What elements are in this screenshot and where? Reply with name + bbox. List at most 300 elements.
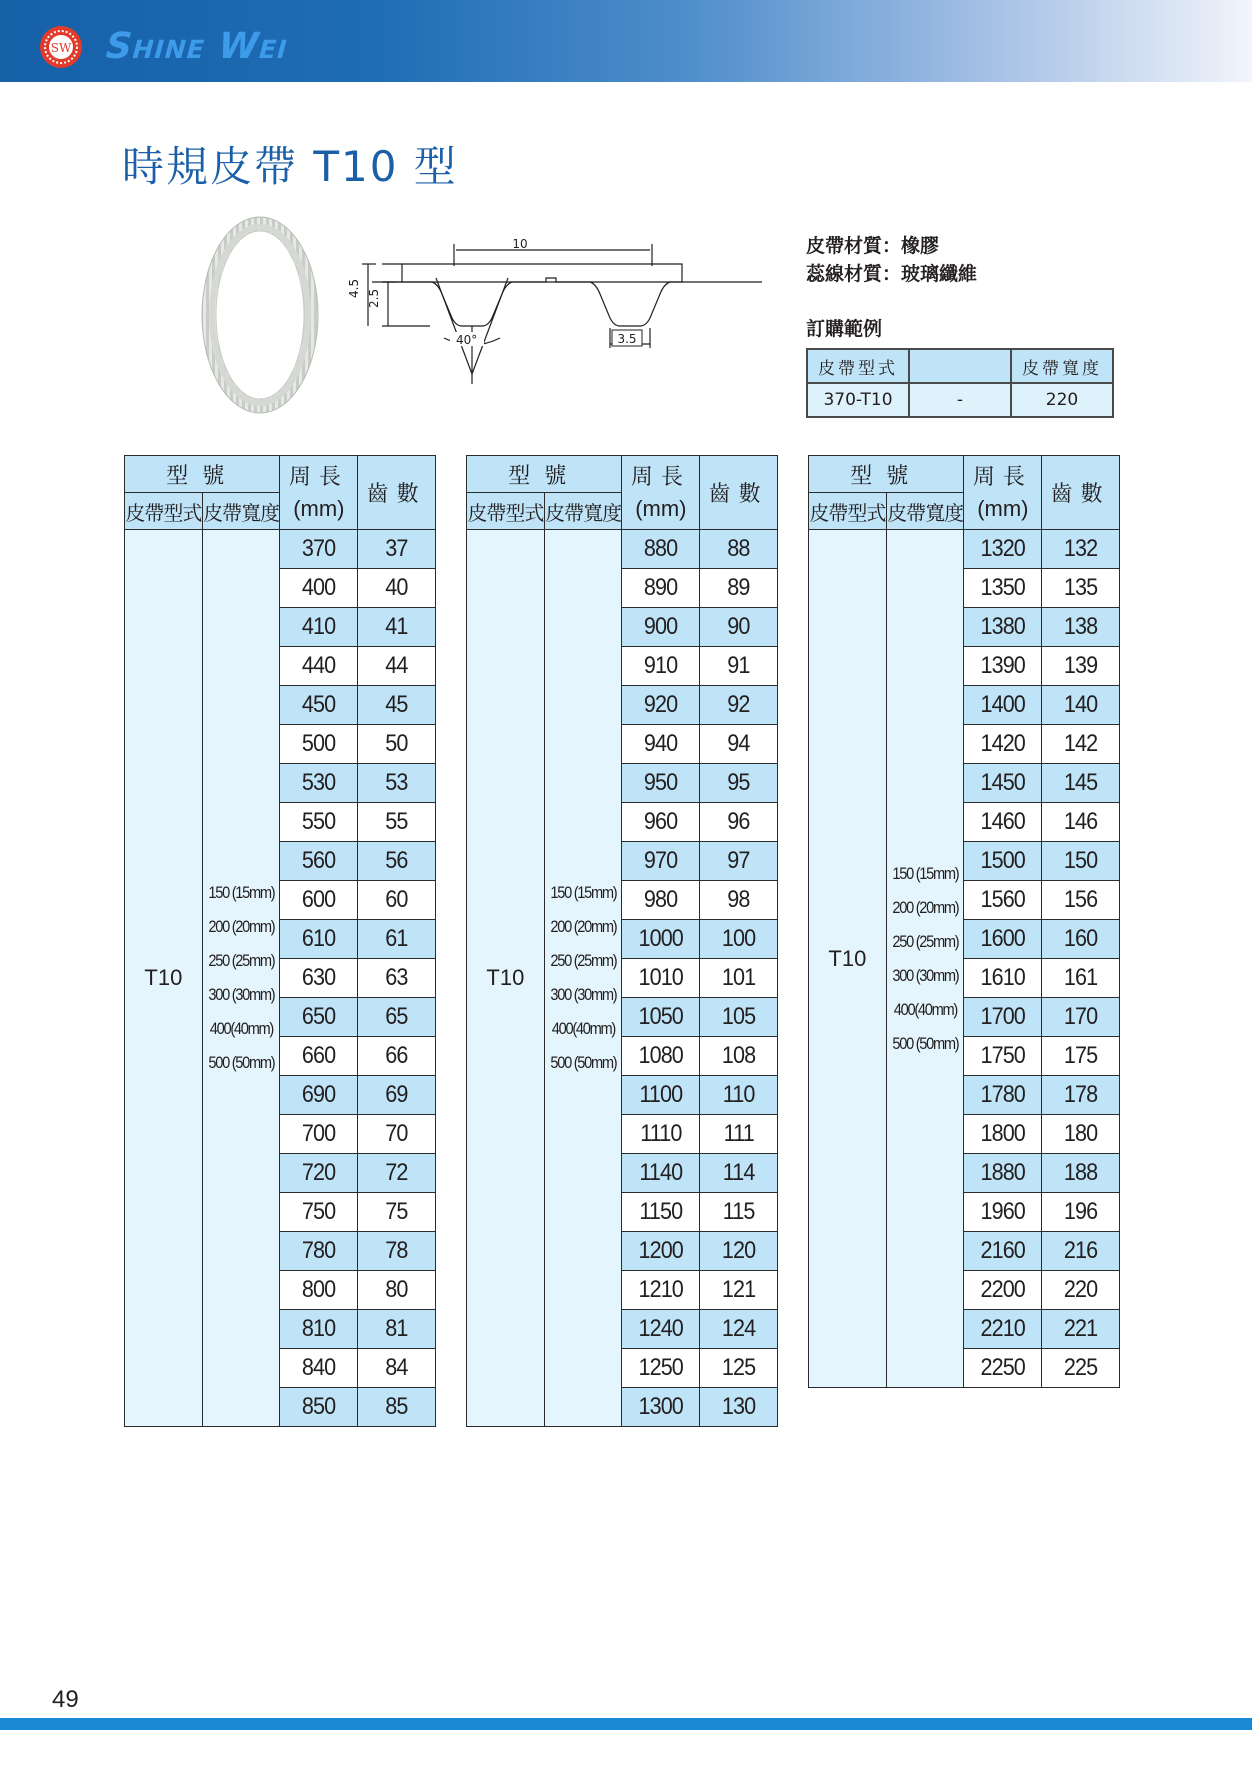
length-cell xyxy=(964,1271,1042,1310)
length-cell-value: 410 xyxy=(302,613,336,640)
teeth-cell xyxy=(358,959,436,998)
teeth-cell xyxy=(358,1037,436,1076)
teeth-cell xyxy=(1042,959,1120,998)
length-cell xyxy=(280,1115,358,1154)
length-cell-value: 630 xyxy=(302,964,336,991)
length-cell-value: 880 xyxy=(644,535,678,562)
teeth-cell-value: 110 xyxy=(722,1081,755,1108)
order-header-blank xyxy=(909,349,1011,383)
teeth-cell-value: 220 xyxy=(1063,1276,1098,1303)
width-option: 500 (50mm) xyxy=(550,1053,617,1072)
belt-type-cell: T10 xyxy=(467,530,545,1427)
teeth-cell-value: 45 xyxy=(385,691,408,718)
teeth-cell-value: 161 xyxy=(1063,964,1098,991)
length-cell-value: 1240 xyxy=(638,1315,684,1342)
order-value-sep: - xyxy=(909,383,1011,417)
length-cell xyxy=(622,998,700,1037)
length-cell-value: 1380 xyxy=(980,613,1026,640)
teeth-cell xyxy=(1042,1232,1120,1271)
length-cell xyxy=(280,1349,358,1388)
belt-width-cell xyxy=(886,530,964,1388)
length-cell-value: 1250 xyxy=(638,1354,684,1381)
teeth-cell-value: 121 xyxy=(721,1276,756,1303)
length-cell xyxy=(280,1271,358,1310)
width-option: 300 (30mm) xyxy=(550,985,617,1004)
teeth-cell xyxy=(358,530,436,569)
order-value-width: 220 xyxy=(1011,383,1113,417)
teeth-cell xyxy=(358,764,436,803)
teeth-cell-value: 160 xyxy=(1063,925,1098,952)
length-cell xyxy=(280,530,358,569)
length-cell-value: 1400 xyxy=(980,691,1026,718)
length-cell xyxy=(280,686,358,725)
length-cell-value: 980 xyxy=(644,886,678,913)
teeth-cell-value: 115 xyxy=(722,1198,755,1225)
teeth-cell-value: 114 xyxy=(722,1159,755,1186)
teeth-header: 齒數 xyxy=(1042,456,1120,530)
material-specs xyxy=(806,232,977,288)
teeth-cell xyxy=(358,686,436,725)
header-banner xyxy=(0,0,1252,82)
table-row xyxy=(809,530,1120,569)
length-cell-value: 1200 xyxy=(638,1237,684,1264)
teeth-cell xyxy=(700,998,778,1037)
teeth-cell-value: 96 xyxy=(727,808,750,835)
width-option: 200 (20mm) xyxy=(208,917,275,936)
teeth-cell-value: 150 xyxy=(1063,847,1098,874)
page-number: 49 xyxy=(52,1686,79,1713)
length-cell xyxy=(964,647,1042,686)
length-cell-value: 660 xyxy=(302,1042,336,1069)
width-option: 150 (15mm) xyxy=(550,883,617,902)
length-cell xyxy=(964,842,1042,881)
teeth-cell-value: 75 xyxy=(385,1198,408,1225)
teeth-cell-value: 221 xyxy=(1063,1315,1098,1342)
teeth-cell-value: 216 xyxy=(1063,1237,1098,1264)
teeth-cell xyxy=(1042,725,1120,764)
teeth-cell xyxy=(1042,1193,1120,1232)
length-cell-value: 2250 xyxy=(980,1354,1026,1381)
teeth-cell-value: 139 xyxy=(1063,652,1098,679)
length-cell xyxy=(964,959,1042,998)
seal-text: SW xyxy=(50,41,72,55)
width-option: 150 (15mm) xyxy=(892,863,959,883)
teeth-cell xyxy=(358,1310,436,1349)
teeth-cell-value: 108 xyxy=(721,1042,756,1069)
teeth-cell xyxy=(700,725,778,764)
length-cell xyxy=(280,1193,358,1232)
teeth-cell-value: 132 xyxy=(1063,535,1098,562)
length-cell-value: 800 xyxy=(302,1276,336,1303)
teeth-cell-value: 135 xyxy=(1063,574,1098,601)
length-cell-value: 690 xyxy=(302,1081,336,1108)
length-cell-value: 1100 xyxy=(639,1081,683,1108)
model-header: 型號 xyxy=(809,456,964,493)
length-cell xyxy=(280,725,358,764)
length-header-label: 周長 xyxy=(630,463,691,489)
length-cell xyxy=(964,998,1042,1037)
teeth-cell xyxy=(1042,1310,1120,1349)
belt-type-header: 皮帶型式 xyxy=(125,493,203,530)
length-cell-value: 610 xyxy=(302,925,336,952)
teeth-cell xyxy=(700,1115,778,1154)
width-option: 250 (25mm) xyxy=(892,931,959,951)
teeth-cell xyxy=(358,803,436,842)
width-option: 250 (25mm) xyxy=(550,951,617,970)
length-cell xyxy=(964,920,1042,959)
length-cell xyxy=(280,647,358,686)
length-cell xyxy=(964,1154,1042,1193)
teeth-cell-value: 61 xyxy=(385,925,408,952)
length-cell-value: 890 xyxy=(644,574,678,601)
belt-type-cell: T10 xyxy=(809,530,887,1388)
length-cell xyxy=(964,764,1042,803)
belt-width-header: 皮帶寬度 xyxy=(544,493,622,530)
teeth-cell xyxy=(1042,764,1120,803)
teeth-cell xyxy=(1042,686,1120,725)
teeth-cell-value: 138 xyxy=(1063,613,1098,640)
length-cell-value: 2200 xyxy=(980,1276,1026,1303)
length-cell xyxy=(964,1076,1042,1115)
teeth-cell xyxy=(700,881,778,920)
length-cell-value: 2210 xyxy=(980,1315,1026,1342)
teeth-cell-value: 175 xyxy=(1063,1042,1098,1069)
teeth-cell xyxy=(1042,1037,1120,1076)
width-list xyxy=(208,876,274,1080)
teeth-cell xyxy=(358,1349,436,1388)
length-cell xyxy=(964,725,1042,764)
length-cell xyxy=(622,725,700,764)
length-cell-value: 1560 xyxy=(980,886,1026,913)
teeth-cell-value: 142 xyxy=(1063,730,1098,757)
length-cell xyxy=(622,1154,700,1193)
teeth-cell xyxy=(1042,1271,1120,1310)
teeth-cell xyxy=(1042,608,1120,647)
length-cell-value: 1610 xyxy=(980,964,1026,991)
length-cell xyxy=(622,1232,700,1271)
width-option: 400(40mm) xyxy=(893,999,957,1019)
length-cell-value: 1600 xyxy=(980,925,1026,952)
teeth-cell xyxy=(358,608,436,647)
teeth-cell-value: 65 xyxy=(385,1003,408,1030)
length-cell-value: 1420 xyxy=(980,730,1026,757)
length-cell xyxy=(964,1037,1042,1076)
length-cell xyxy=(280,1232,358,1271)
length-cell-value: 920 xyxy=(644,691,678,718)
teeth-cell-value: 120 xyxy=(721,1237,756,1264)
length-cell-value: 650 xyxy=(302,1003,336,1030)
teeth-cell-value: 90 xyxy=(727,613,750,640)
length-cell-value: 1500 xyxy=(980,847,1026,874)
teeth-cell-value: 97 xyxy=(727,847,750,874)
teeth-cell xyxy=(1042,920,1120,959)
teeth-cell xyxy=(1042,647,1120,686)
teeth-cell xyxy=(700,1271,778,1310)
length-cell-value: 560 xyxy=(302,847,336,874)
length-cell-value: 750 xyxy=(302,1198,336,1225)
teeth-cell-value: 37 xyxy=(385,535,408,562)
length-cell-value: 1010 xyxy=(638,964,684,991)
belt-width-header: 皮帶寬度 xyxy=(202,493,280,530)
teeth-cell-value: 63 xyxy=(385,964,408,991)
length-header-label: 周長 xyxy=(972,463,1033,489)
order-example-table xyxy=(806,348,1114,418)
length-cell xyxy=(622,959,700,998)
teeth-cell xyxy=(700,1388,778,1427)
length-cell xyxy=(280,803,358,842)
width-option: 400(40mm) xyxy=(209,1019,273,1038)
teeth-cell xyxy=(700,1037,778,1076)
teeth-cell-value: 44 xyxy=(385,652,408,679)
length-cell-value: 1050 xyxy=(638,1003,684,1030)
belt-type-header: 皮帶型式 xyxy=(467,493,545,530)
order-example-title: 訂購範例 xyxy=(806,318,883,340)
length-cell-value: 720 xyxy=(302,1159,336,1186)
length-cell-value: 1140 xyxy=(639,1159,683,1186)
length-cell xyxy=(280,608,358,647)
teeth-cell-value: 60 xyxy=(385,886,408,913)
width-option: 150 (15mm) xyxy=(208,883,275,902)
length-cell-value: 1300 xyxy=(638,1393,684,1420)
length-cell xyxy=(280,1154,358,1193)
teeth-cell xyxy=(1042,569,1120,608)
teeth-cell xyxy=(700,1154,778,1193)
teeth-header: 齒數 xyxy=(358,456,436,530)
length-header xyxy=(280,456,358,530)
length-cell xyxy=(964,881,1042,920)
teeth-cell xyxy=(700,842,778,881)
teeth-cell-value: 53 xyxy=(385,769,408,796)
teeth-cell-value: 98 xyxy=(727,886,750,913)
teeth-cell-value: 180 xyxy=(1063,1120,1098,1147)
belt-type-header: 皮帶型式 xyxy=(809,493,887,530)
length-cell xyxy=(280,842,358,881)
cord-material: 蕊線材質：玻璃纖維 xyxy=(806,263,978,285)
teeth-cell-value: 100 xyxy=(721,925,756,952)
length-cell xyxy=(964,1349,1042,1388)
length-header-unit: (mm) xyxy=(635,495,687,521)
angle-label: 40° xyxy=(456,333,478,347)
teeth-cell xyxy=(700,1193,778,1232)
belt-width-cell xyxy=(544,530,622,1427)
teeth-cell-value: 72 xyxy=(385,1159,408,1186)
length-cell-value: 1700 xyxy=(980,1003,1026,1030)
teeth-cell-value: 89 xyxy=(727,574,750,601)
length-cell xyxy=(280,1388,358,1427)
teeth-cell xyxy=(358,1388,436,1427)
teeth-cell-value: 70 xyxy=(385,1120,408,1147)
teeth-cell xyxy=(700,530,778,569)
teeth-cell xyxy=(1042,1115,1120,1154)
teeth-cell-value: 125 xyxy=(721,1354,756,1381)
teeth-cell-value: 50 xyxy=(385,730,408,757)
length-header xyxy=(622,456,700,530)
length-cell-value: 1880 xyxy=(980,1159,1026,1186)
teeth-cell-value: 85 xyxy=(385,1393,408,1420)
teeth-cell-value: 101 xyxy=(721,964,756,991)
length-cell xyxy=(280,764,358,803)
teeth-cell-value: 111 xyxy=(723,1120,754,1147)
length-cell-value: 1150 xyxy=(639,1198,683,1225)
length-cell-value: 1110 xyxy=(640,1120,682,1147)
length-cell xyxy=(964,530,1042,569)
teeth-cell xyxy=(1042,842,1120,881)
size-table xyxy=(124,455,436,1427)
length-cell xyxy=(622,1310,700,1349)
width-list xyxy=(550,876,616,1080)
length-cell xyxy=(280,881,358,920)
belt-width-cell xyxy=(202,530,280,1427)
teeth-cell xyxy=(700,920,778,959)
length-cell xyxy=(622,1115,700,1154)
length-cell xyxy=(622,1076,700,1115)
teeth-cell xyxy=(358,1115,436,1154)
length-cell xyxy=(964,1193,1042,1232)
length-header-unit: (mm) xyxy=(977,495,1029,521)
length-cell xyxy=(964,569,1042,608)
length-cell xyxy=(280,959,358,998)
teeth-cell-value: 156 xyxy=(1063,886,1098,913)
width-option: 250 (25mm) xyxy=(208,951,275,970)
length-cell-value: 1080 xyxy=(638,1042,684,1069)
length-cell-value: 1000 xyxy=(638,925,684,952)
teeth-cell-value: 95 xyxy=(727,769,750,796)
teeth-cell-value: 94 xyxy=(727,730,750,757)
length-header xyxy=(964,456,1042,530)
teeth-cell xyxy=(358,1193,436,1232)
width-option: 500 (50mm) xyxy=(208,1053,275,1072)
width-list xyxy=(892,857,958,1061)
width-option: 300 (30mm) xyxy=(892,965,959,985)
length-cell xyxy=(622,530,700,569)
teeth-cell-value: 81 xyxy=(385,1315,408,1342)
model-header: 型號 xyxy=(467,456,622,493)
teeth-cell xyxy=(358,842,436,881)
length-cell-value: 550 xyxy=(302,808,336,835)
length-cell-value: 940 xyxy=(644,730,678,757)
length-cell xyxy=(280,1310,358,1349)
length-cell xyxy=(964,686,1042,725)
table-row xyxy=(125,530,436,569)
teeth-cell-value: 146 xyxy=(1063,808,1098,835)
size-table xyxy=(808,455,1120,1388)
length-cell xyxy=(622,1349,700,1388)
length-cell-value: 600 xyxy=(302,886,336,913)
teeth-cell-value: 140 xyxy=(1063,691,1098,718)
teeth-cell-value: 55 xyxy=(385,808,408,835)
teeth-cell xyxy=(700,569,778,608)
teeth-cell-value: 56 xyxy=(385,847,408,874)
length-cell-value: 440 xyxy=(302,652,336,679)
length-header-unit: (mm) xyxy=(293,495,345,521)
teeth-cell xyxy=(358,1076,436,1115)
teeth-cell-value: 124 xyxy=(721,1315,756,1342)
teeth-cell xyxy=(700,1232,778,1271)
pitch-label: 10 xyxy=(512,237,528,251)
order-header-type: 皮帶型式 xyxy=(807,349,909,383)
width-option: 200 (20mm) xyxy=(550,917,617,936)
length-cell xyxy=(280,920,358,959)
teeth-cell xyxy=(700,1076,778,1115)
length-cell-value: 2160 xyxy=(980,1237,1026,1264)
total-height-label: 4.5 xyxy=(347,278,361,298)
teeth-cell xyxy=(1042,1154,1120,1193)
teeth-cell-value: 41 xyxy=(385,613,408,640)
teeth-cell xyxy=(1042,881,1120,920)
length-cell-value: 450 xyxy=(302,691,336,718)
teeth-cell-value: 78 xyxy=(385,1237,408,1264)
length-cell-value: 810 xyxy=(302,1315,336,1342)
teeth-cell xyxy=(700,764,778,803)
teeth-cell-value: 69 xyxy=(385,1081,408,1108)
teeth-cell xyxy=(358,1154,436,1193)
length-cell-value: 370 xyxy=(302,535,336,562)
teeth-cell xyxy=(358,569,436,608)
model-header: 型號 xyxy=(125,456,280,493)
length-cell-value: 530 xyxy=(302,769,336,796)
tooth-profile-diagram xyxy=(347,236,772,422)
teeth-cell-value: 91 xyxy=(727,652,750,679)
teeth-cell-value: 92 xyxy=(727,691,750,718)
teeth-cell xyxy=(700,1310,778,1349)
length-cell-value: 780 xyxy=(302,1237,336,1264)
teeth-cell xyxy=(358,1232,436,1271)
length-cell xyxy=(622,1193,700,1232)
order-value-type: 370-T10 xyxy=(807,383,909,417)
length-cell xyxy=(622,1037,700,1076)
width-option: 300 (30mm) xyxy=(208,985,275,1004)
length-cell-value: 840 xyxy=(302,1354,336,1381)
length-cell-value: 900 xyxy=(644,613,678,640)
teeth-header: 齒數 xyxy=(700,456,778,530)
length-cell-value: 400 xyxy=(302,574,336,601)
page-title: 時規皮帶 T10 型 xyxy=(122,142,458,191)
length-cell-value: 1750 xyxy=(980,1042,1026,1069)
teeth-cell-value: 170 xyxy=(1063,1003,1098,1030)
length-cell xyxy=(280,569,358,608)
teeth-cell-value: 105 xyxy=(721,1003,756,1030)
length-cell xyxy=(964,1232,1042,1271)
teeth-cell-value: 88 xyxy=(727,535,750,562)
length-cell xyxy=(280,1076,358,1115)
length-cell-value: 970 xyxy=(644,847,678,874)
belt-width-header: 皮帶寬度 xyxy=(886,493,964,530)
size-table xyxy=(466,455,778,1427)
teeth-cell xyxy=(358,725,436,764)
teeth-cell xyxy=(358,998,436,1037)
teeth-cell-value: 130 xyxy=(721,1393,756,1420)
order-header-width: 皮帶寬度 xyxy=(1011,349,1113,383)
length-cell xyxy=(622,608,700,647)
teeth-cell xyxy=(700,959,778,998)
length-cell-value: 850 xyxy=(302,1393,336,1420)
length-cell xyxy=(622,1388,700,1427)
teeth-cell xyxy=(1042,803,1120,842)
length-cell-value: 500 xyxy=(302,730,336,757)
width-option: 200 (20mm) xyxy=(892,897,959,917)
length-cell xyxy=(622,569,700,608)
width-option: 500 (50mm) xyxy=(892,1033,959,1053)
teeth-cell-value: 84 xyxy=(385,1354,408,1381)
teeth-cell-value: 225 xyxy=(1063,1354,1098,1381)
belt-type-cell: T10 xyxy=(125,530,203,1427)
length-cell-value: 1450 xyxy=(980,769,1026,796)
length-cell xyxy=(622,920,700,959)
length-cell-value: 1780 xyxy=(980,1081,1026,1108)
belt-material: 皮帶材質：橡膠 xyxy=(806,235,940,257)
tooth-height-label: 2.5 xyxy=(367,288,381,308)
length-cell xyxy=(622,803,700,842)
